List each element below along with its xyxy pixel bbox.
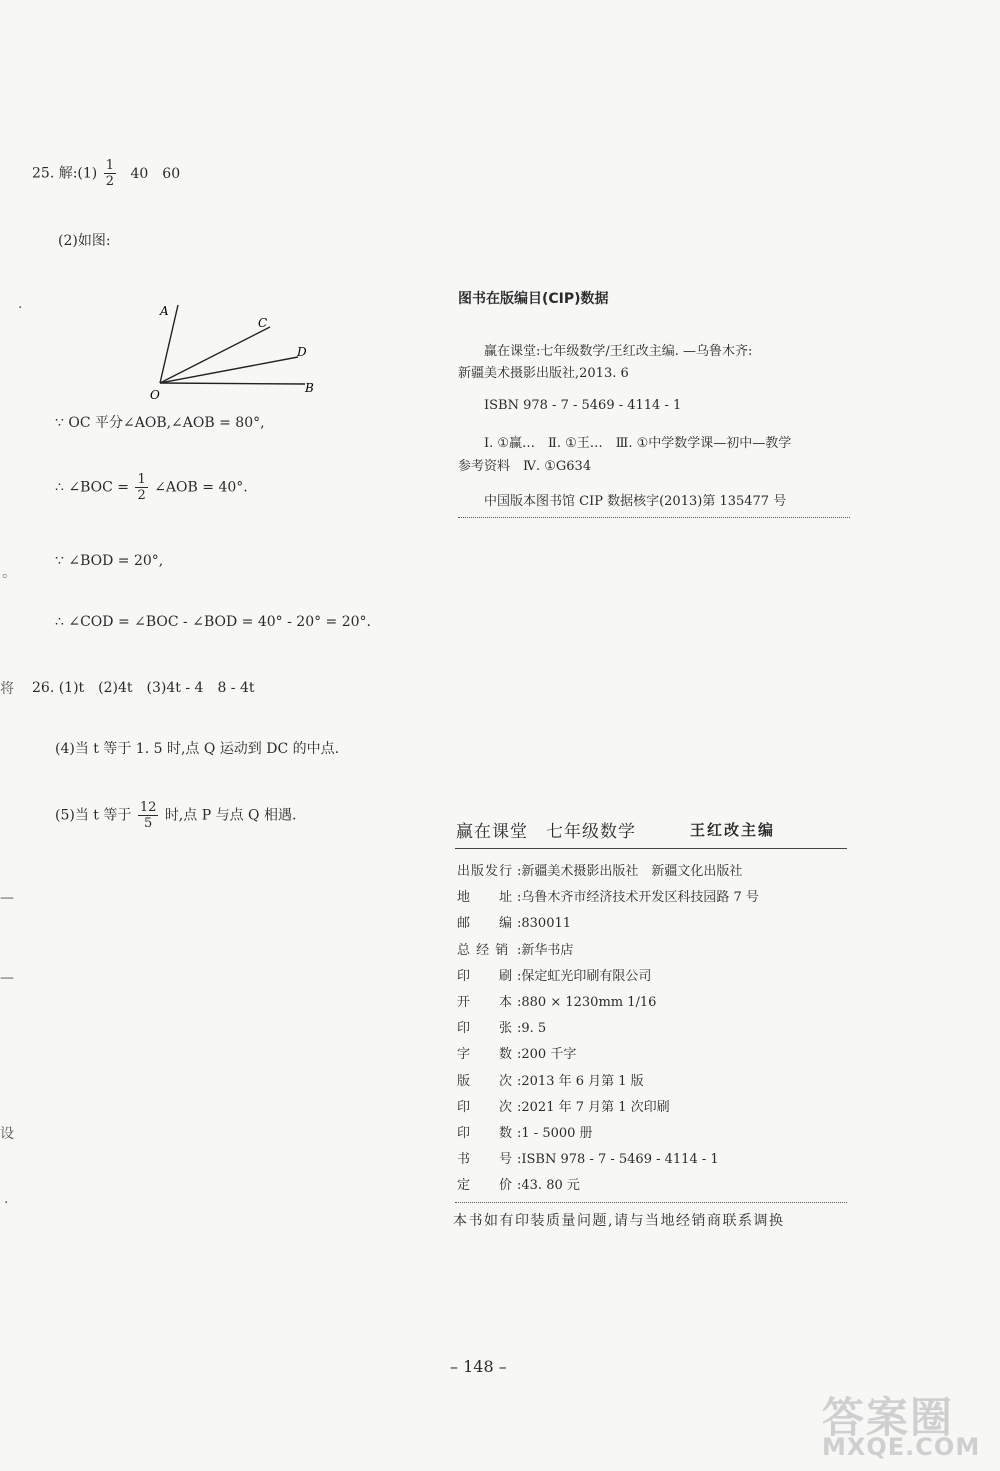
point-D-label: D bbox=[297, 345, 307, 359]
colophon-row bbox=[457, 1096, 670, 1115]
colophon-row-separator: : bbox=[517, 1178, 522, 1194]
point-C-label: C bbox=[258, 316, 268, 330]
q25-step2 bbox=[55, 472, 248, 503]
colophon-row-key: 总 经 销 bbox=[457, 942, 510, 958]
colophon-row-key: 印 次 bbox=[457, 1099, 514, 1115]
colophon-row-key: 地 址 bbox=[457, 890, 514, 906]
colophon-row-separator: : bbox=[517, 1099, 522, 1115]
fraction-denominator: 2 bbox=[105, 174, 115, 189]
fraction bbox=[135, 472, 147, 503]
colophon-row-separator: : bbox=[517, 916, 522, 932]
colophon-row-value: 200 千字 bbox=[521, 1047, 577, 1063]
colophon-row-key: 书 号 bbox=[457, 1152, 514, 1168]
colophon-row-separator: : bbox=[517, 1073, 522, 1089]
colophon-row-separator: : bbox=[517, 995, 522, 1010]
colophon-row bbox=[457, 1148, 719, 1167]
margin-mark: 。 bbox=[2, 565, 16, 581]
fraction-denominator: 5 bbox=[143, 816, 153, 831]
watermark-url: MXQE.COM bbox=[822, 1433, 981, 1461]
colophon-row-value: 新华书店 bbox=[521, 942, 574, 958]
colophon-editor: 王红改主编 bbox=[690, 821, 776, 839]
margin-mark: 将 bbox=[0, 681, 14, 697]
q25-number: 25. bbox=[32, 165, 55, 182]
colophon-row bbox=[457, 860, 742, 879]
colophon-row-value: 9. 5 bbox=[521, 1021, 547, 1037]
cip-line: Ⅰ. ①赢… Ⅱ. ①王… Ⅲ. ①中学数学课—初中—教学 bbox=[484, 436, 792, 451]
q26-line2: (4)当 t 等于 1. 5 时,点 Q 运动到 DC 的中点. bbox=[55, 741, 340, 757]
colophon-row-value: 2021 年 7 月第 1 次印刷 bbox=[521, 1099, 670, 1115]
q26-line3 bbox=[55, 800, 296, 831]
colophon-row bbox=[457, 1070, 644, 1089]
point-A-label: A bbox=[160, 304, 169, 318]
colophon-row-key: 字 数 bbox=[457, 1047, 514, 1063]
colophon-row-value: 2013 年 6 月第 1 版 bbox=[521, 1073, 644, 1089]
colophon-row-key: 印 张 bbox=[457, 1021, 514, 1037]
q26-line1: 26. (1)t (2)4t (3)4t - 4 8 - 4t bbox=[32, 680, 255, 696]
fraction-numerator: 12 bbox=[139, 800, 157, 815]
colophon-row bbox=[457, 1043, 576, 1062]
cip-line: 中国版本图书馆 CIP 数据核字(2013)第 135477 号 bbox=[484, 494, 787, 509]
q25-step1: ∵ OC 平分∠AOB,∠AOB = 80°, bbox=[55, 415, 265, 431]
colophon-row-separator: : bbox=[517, 1126, 522, 1141]
colophon-row-key: 出版发行 bbox=[457, 864, 514, 879]
colophon-row-value: ISBN 978 - 7 - 5469 - 4114 - 1 bbox=[521, 1152, 719, 1168]
page-number: – 148 – bbox=[450, 1357, 507, 1376]
colophon-row-value: 新疆美术摄影出版社 新疆文化出版社 bbox=[521, 864, 743, 879]
margin-mark: · bbox=[4, 1195, 9, 1211]
colophon-row-value: 830011 bbox=[521, 916, 572, 932]
margin-mark: — bbox=[0, 890, 14, 906]
colophon-row-separator: : bbox=[517, 1021, 522, 1037]
q25-step3: ∵ ∠BOD = 20°, bbox=[55, 553, 164, 569]
colophon-row-value: 1 - 5000 册 bbox=[521, 1126, 593, 1141]
colophon-bottom-divider bbox=[455, 1202, 847, 1203]
fraction-numerator: 1 bbox=[137, 472, 146, 487]
ray-OC bbox=[160, 327, 270, 383]
colophon-row bbox=[457, 1017, 546, 1036]
angle-figure bbox=[140, 295, 340, 405]
colophon-notice: 本书如有印装质量问题,请与当地经销商联系调换 bbox=[453, 1213, 785, 1229]
fraction bbox=[138, 800, 159, 831]
colophon-row-key: 印 数 bbox=[457, 1126, 514, 1141]
margin-mark: · bbox=[18, 300, 23, 316]
colophon-row bbox=[457, 991, 656, 1010]
colophon-row bbox=[457, 1122, 593, 1141]
colophon-row bbox=[457, 1174, 580, 1193]
colophon-row bbox=[457, 939, 573, 958]
point-B-label: B bbox=[305, 381, 314, 395]
q25-step4: ∴ ∠COD = ∠BOC - ∠BOD = 40° - 20° = 20°. bbox=[55, 614, 371, 630]
colophon-row-separator: : bbox=[517, 942, 522, 958]
colophon-row-key: 版 次 bbox=[457, 1073, 514, 1089]
q25-answer-line bbox=[32, 158, 180, 189]
cip-line: 赢在课堂:七年级数学/王红改主编. —乌鲁木齐: bbox=[484, 344, 753, 359]
colophon-row-separator: : bbox=[517, 1047, 522, 1063]
colophon-row-key: 开 本 bbox=[457, 995, 514, 1010]
cip-line: 参考资料 Ⅳ. ①G634 bbox=[458, 459, 592, 474]
colophon-row-key: 邮 编 bbox=[457, 916, 514, 932]
watermark-logo: 答案圈 bbox=[822, 1393, 955, 1442]
colophon-row-separator: : bbox=[517, 1152, 522, 1168]
colophon-row-separator: : bbox=[517, 968, 522, 984]
colophon-row bbox=[457, 965, 651, 984]
colophon-divider bbox=[455, 848, 847, 849]
fraction-denominator: 2 bbox=[137, 488, 146, 503]
colophon-row-separator: : bbox=[517, 890, 522, 906]
colophon-row-value: 880 × 1230mm 1/16 bbox=[521, 995, 657, 1010]
margin-mark: 设 bbox=[0, 1126, 14, 1142]
colophon-book-title: 赢在课堂 七年级数学 bbox=[456, 822, 636, 842]
colophon-row-value: 43. 80 元 bbox=[521, 1178, 580, 1194]
point-O-label: O bbox=[150, 388, 160, 402]
cip-line: ISBN 978 - 7 - 5469 - 4114 - 1 bbox=[484, 398, 682, 413]
q25-part2: (2)如图: bbox=[58, 233, 111, 249]
colophon-row bbox=[457, 912, 571, 931]
cip-divider bbox=[458, 517, 850, 518]
q25-solution-prefix: 解:(1) bbox=[58, 165, 98, 182]
colophon-row-key: 印 刷 bbox=[457, 968, 514, 984]
cip-line: 新疆美术摄影出版社,2013. 6 bbox=[458, 366, 629, 381]
colophon-row-value: 保定虹光印刷有限公司 bbox=[521, 968, 652, 984]
q26-line3-left: (5)当 t 等于 bbox=[55, 807, 132, 824]
cip-title: 图书在版编目(CIP)数据 bbox=[458, 291, 609, 307]
q25-values: 40 60 bbox=[130, 165, 181, 182]
ray-OD bbox=[160, 357, 298, 383]
ray-OB bbox=[160, 383, 305, 384]
fraction bbox=[104, 158, 116, 189]
colophon-row-key: 定 价 bbox=[457, 1178, 514, 1194]
q25-step2-right: ∠AOB = 40°. bbox=[154, 479, 248, 496]
colophon-row-separator: : bbox=[517, 864, 522, 879]
colophon-row-value: 乌鲁木齐市经济技术开发区科技园路 7 号 bbox=[521, 890, 759, 906]
fraction-numerator: 1 bbox=[105, 158, 115, 173]
margin-mark: — bbox=[0, 970, 14, 986]
q25-step2-left: ∴ ∠BOC = bbox=[55, 479, 130, 496]
colophon-row bbox=[457, 886, 759, 905]
q26-line3-right: 时,点 P 与点 Q 相遇. bbox=[164, 807, 297, 824]
